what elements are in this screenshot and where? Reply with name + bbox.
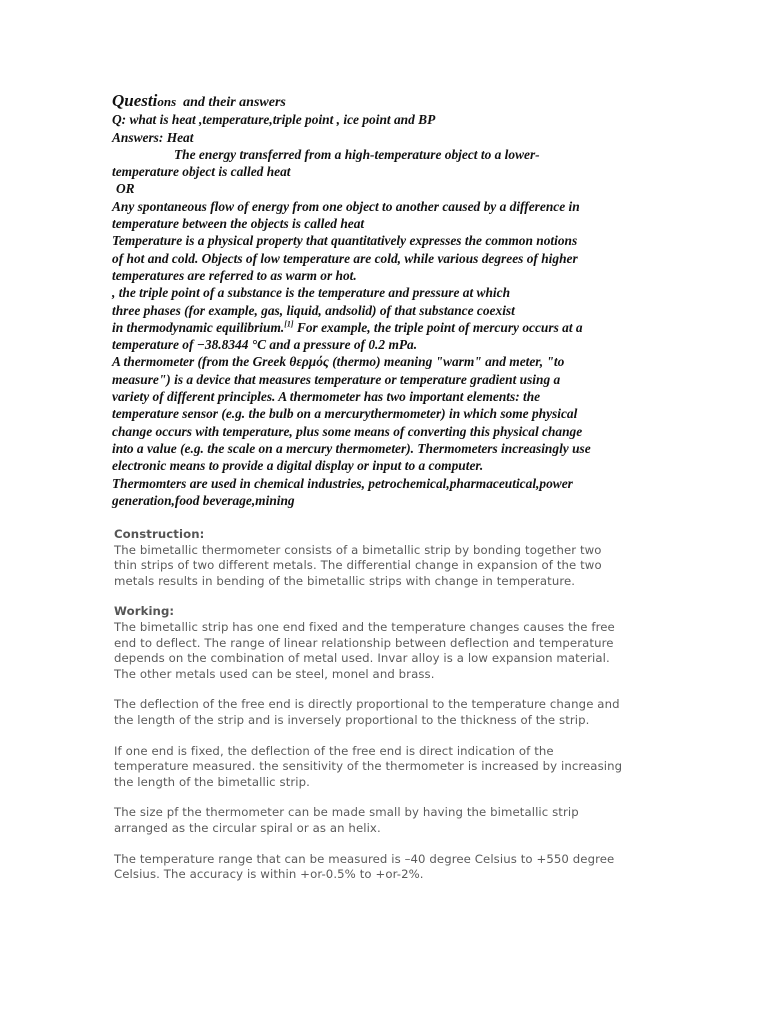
bimetallic-section	[114, 527, 654, 883]
or-separator: OR	[116, 181, 135, 197]
triple-point-text: For example, the triple point of mercury occurs at a	[293, 319, 583, 335]
construction-line: The bimetallic thermometer consists of a bimetallic strip by bonding together two	[114, 542, 602, 557]
size-line: arranged as the circular spiral or as an helix.	[114, 820, 381, 835]
temperature-line: temperatures are referred to as warm or hot.	[112, 267, 357, 283]
document-title	[112, 92, 660, 111]
working-line: The bimetallic strip has one end fixed and the temperature changes causes the free	[114, 619, 615, 634]
fixed-end-line: the length of the bimetallic strip.	[114, 774, 310, 789]
triple-point-line: temperature of −38.8344 °C and a pressure of 0.2 mPa.	[112, 337, 418, 353]
thermometer-line: into a value (e.g. the scale on a mercury thermometer). Thermometers increasingly use	[112, 440, 591, 456]
range-line: Celsius. The accuracy is within +or-0.5% to +or-2%.	[114, 867, 424, 882]
title-rest: and their answers	[183, 95, 286, 110]
triple-point-line	[112, 319, 660, 336]
uses-line: generation,food beverage,mining	[112, 492, 295, 508]
heat-definition-line: temperature between the objects is called heat	[112, 216, 365, 232]
citation-link[interactable]: [1]	[284, 319, 294, 329]
uses-line: Thermomters are used in chemical industries, petrochemical,pharmaceutical,power	[112, 475, 573, 491]
paragraph-gap	[114, 682, 654, 697]
construction-line: thin strips of two different metals. The differential change in expansion of the two	[114, 558, 602, 573]
deflection-line: the length of the strip and is inversely proportional to the thickness of the strip.	[114, 712, 590, 727]
heat-definition-line: The energy transferred from a high-temperature object to a lower-	[174, 146, 540, 162]
paragraph-gap	[114, 589, 654, 604]
fixed-end-line: temperature measured. the sensitivity of the thermometer is increased by increasing	[114, 759, 623, 774]
construction-line: metals results in bending of the bimetallic strips with change in temperature.	[114, 573, 576, 588]
heat-definition-line: Any spontaneous flow of energy from one object to another caused by a difference in	[112, 198, 580, 214]
thermometer-line: temperature sensor (e.g. the bulb on a mercurythermometer) in which some physical	[112, 406, 578, 422]
answers-label: Answers: Heat	[112, 129, 194, 145]
range-line: The temperature range that can be measured is –40 degree Celsius to +550 degree	[114, 851, 615, 866]
working-line: end to deflect. The range of linear relationship between deflection and temperature	[114, 635, 614, 650]
question-line: Q: what is heat ,temperature,triple point , ice point and BP	[112, 112, 436, 128]
temperature-line: Temperature is a physical property that quantitatively expresses the common notions	[112, 233, 578, 249]
thermometer-line: electronic means to provide a digital display or input to a computer.	[112, 458, 484, 474]
paragraph-gap	[114, 729, 654, 744]
qa-section	[112, 92, 660, 509]
working-line: The other metals used can be steel, monel and brass.	[114, 666, 435, 681]
working-heading: Working:	[114, 604, 175, 619]
thermometer-line: change occurs with temperature, plus some means of converting this physical change	[112, 423, 583, 439]
triple-point-text: in thermodynamic equilibrium.	[112, 319, 285, 335]
paragraph-gap	[114, 790, 654, 805]
triple-point-line: , the triple point of a substance is the temperature and pressure at which	[112, 285, 511, 301]
thermometer-line: measure") is a device that measures temperature or temperature gradient using a	[112, 371, 561, 387]
title-part-large: Questi	[112, 91, 158, 110]
paragraph-gap	[114, 837, 654, 852]
size-line: The size pf the thermometer can be made small by having the bimetallic strip	[114, 805, 579, 820]
thermometer-line: A thermometer (from the Greek θερμός (thermo) meaning "warm" and meter, "to	[112, 354, 565, 370]
deflection-line: The deflection of the free end is directly proportional to the temperature change and	[114, 697, 620, 712]
title-part-small: ons	[157, 94, 177, 109]
thermometer-line: variety of different principles. A thermometer has two important elements: the	[112, 389, 541, 405]
working-line: depends on the combination of metal used. Invar alloy is a low expansion material.	[114, 651, 610, 666]
temperature-line: of hot and cold. Objects of low temperature are cold, while various degrees of higher	[112, 250, 578, 266]
triple-point-line: three phases (for example, gas, liquid, andsolid) of that substance coexist	[112, 302, 515, 318]
fixed-end-line: If one end is fixed, the deflection of the free end is direct indication of the	[114, 743, 554, 758]
construction-heading: Construction:	[114, 527, 205, 541]
heat-definition-line: temperature object is called heat	[112, 164, 291, 180]
